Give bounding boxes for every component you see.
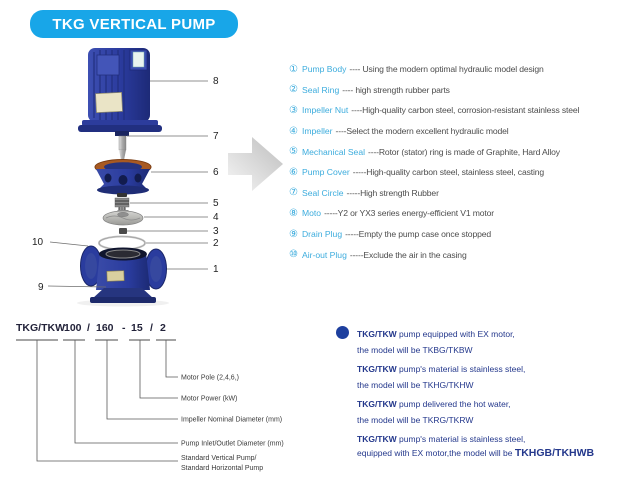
model-segment-series: TKG/TKW [16, 322, 65, 334]
list-item [289, 141, 615, 162]
part-name: Moto [301, 208, 322, 219]
part-desc: ----Rotor (stator) ring is made of Graphite, Hard Alloy [368, 146, 560, 157]
list-item [289, 244, 615, 265]
part-desc: -----High strength Rubber [346, 187, 439, 198]
part-name: Impeller [301, 126, 333, 137]
model-notes [357, 326, 613, 461]
callout-4: 4 [213, 212, 219, 223]
list-item [289, 162, 615, 183]
pump-body-illustration [77, 246, 169, 307]
part-name: Seal Ring [301, 84, 340, 95]
callout-10: 10 [32, 237, 44, 248]
note-line: the model will be TKHG/TKHW [357, 380, 474, 390]
item-number: ④ [289, 125, 298, 137]
part-name: Drain Plug [301, 229, 343, 240]
label-motor-pole: Motor Pole (2,4,6,) [181, 374, 239, 382]
model-separator: - [122, 322, 126, 334]
note-line: TKG/TKW pump delivered the hot water, [357, 399, 511, 409]
item-number: ⑤ [289, 146, 298, 158]
label-standard-vertical: Standard Vertical Pump/ [181, 455, 257, 462]
callout-8: 8 [213, 76, 219, 87]
note-line: the model will be TKRG/TKRW [357, 415, 474, 425]
note-line: TKG/TKW pump's material is stainless steel, [357, 434, 526, 444]
model-segment-inlet: 100 [64, 322, 82, 334]
item-number: ② [289, 84, 298, 96]
callout-7: 7 [213, 131, 219, 142]
label-standard-horizontal: Standard Horizontal Pump [181, 465, 264, 472]
item-number: ⑦ [289, 187, 298, 199]
motor-illustration [78, 48, 162, 132]
list-item [289, 121, 615, 142]
part-desc: ---- high strength rubber parts [342, 84, 450, 95]
part-name: Seal Circle [301, 187, 344, 198]
model-segment-impeller: 160 [96, 322, 114, 334]
item-number: ⑧ [289, 207, 298, 219]
callout-9: 9 [38, 282, 44, 293]
note-line: the model will be TKBG/TKBW [357, 345, 473, 355]
label-motor-power: Motor Power (kW) [181, 395, 238, 403]
label-impeller-diameter: Impeller Nominal Diameter (mm) [181, 416, 283, 424]
model-segment-pole: 2 [160, 322, 166, 334]
part-desc: -----Empty the pump case once stopped [345, 229, 491, 240]
mechanical-seal-illustration [115, 193, 129, 212]
part-desc: -----Exclude the air in the casing [349, 249, 467, 260]
item-number: ① [289, 63, 298, 75]
list-item [289, 80, 615, 101]
list-item [289, 183, 615, 204]
list-item [289, 203, 615, 224]
note-line: TKG/TKW pump's material is stainless steel, [357, 364, 526, 374]
note-line: TKG/TKW pump equipped with EX motor, [357, 329, 515, 339]
model-separator: / [87, 322, 90, 334]
note-line: equipped with EX motor,the model will be TKHGB/TKHWB [357, 447, 595, 459]
page-title: TKG VERTICAL PUMP [52, 15, 216, 33]
pump-exploded-diagram [0, 0, 300, 310]
callout-3: 3 [213, 226, 219, 237]
callout-5: 5 [213, 198, 219, 209]
callout-1: 1 [213, 264, 219, 275]
part-name: Pump Body [301, 64, 347, 75]
callout-6: 6 [213, 167, 219, 178]
part-desc: ----High-quality carbon steel, corrosion-resistant stainless steel [351, 105, 580, 116]
list-item [289, 59, 615, 80]
impeller-nut-illustration [119, 228, 127, 234]
shaft-illustration [115, 131, 129, 160]
item-number: ③ [289, 104, 298, 116]
part-name: Mechanical Seal [301, 146, 366, 157]
bullet-icon [336, 326, 349, 339]
model-separator: / [150, 322, 153, 334]
part-name: Impeller Nut [301, 105, 349, 116]
part-desc: ----Select the modern excellent hydraulic model [335, 126, 509, 137]
model-connector-lines [37, 340, 178, 461]
part-desc: -----High-quality carbon steel, stainless steel, casting [352, 167, 544, 178]
list-item [289, 100, 615, 121]
model-segment-power: 15 [131, 322, 143, 334]
item-number: ⑨ [289, 228, 298, 240]
model-code-diagram [0, 310, 360, 500]
parts-list [289, 59, 615, 265]
part-name: Pump Cover [301, 167, 350, 178]
list-item [289, 224, 615, 245]
label-inlet-outlet: Pump Inlet/Outlet Diameter (mm) [181, 440, 284, 448]
impeller-illustration [103, 210, 143, 225]
item-number: ⑥ [289, 166, 298, 178]
pump-cover-illustration [95, 160, 151, 195]
right-arrow-icon [228, 137, 283, 191]
callout-2: 2 [213, 238, 219, 249]
part-name: Air-out Plug [301, 249, 347, 260]
part-desc: ---- Using the modern optimal hydraulic model design [349, 64, 544, 75]
item-number: ⑩ [289, 249, 298, 261]
part-desc: -----Y2 or YX3 series energy-efficient V1 motor [324, 208, 494, 219]
